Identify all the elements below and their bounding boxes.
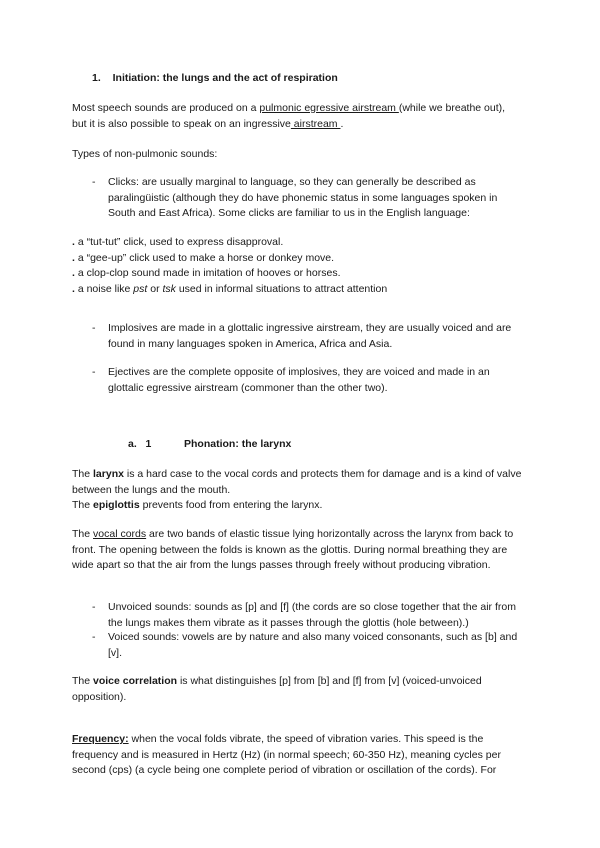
clicks-dash: - — [92, 176, 96, 188]
implosives-text: Implosives are made in a glottalic ingressive airstream, they are usually voiced and are found in many languages spoken in America, Africa and Asia. — [108, 322, 512, 350]
vocal-cords-paragraph: The vocal cords are two bands of elastic tissue lying horizontally across the larynx from back to front. The opening between the folds is known as the glottis. During normal breathing they are wide apart so that the air from the lungs passes through freely without producing vibration. — [72, 528, 514, 571]
types-label: Types of non-pulmonic sounds: — [72, 148, 218, 160]
intro-text-3: . — [340, 117, 344, 130]
section1-heading — [92, 71, 338, 87]
click-example: . a “gee-up” click used to make a horse or donkey move. — [72, 251, 335, 264]
click-example-list — [72, 235, 522, 297]
voiced-dash: - — [92, 631, 96, 643]
section2-heading — [128, 437, 291, 453]
ejectives-dash: - — [92, 366, 96, 378]
click-example: . a “tut-tut” click, used to express disapproval. — [72, 236, 284, 248]
click-example: . a noise like pst or tsk used in informal situations to attract attention — [72, 282, 388, 295]
intro-text-1: Most speech sounds are produced on a — [72, 102, 260, 114]
section2-title: Phonation: the larynx — [184, 438, 292, 450]
larynx-paragraph: The larynx is a hard case to the vocal cords and protects them for damage and is a kind of valve between the lungs and the mouth. — [72, 468, 522, 496]
voiced-text: Voiced sounds: vowels are by nature and also many voiced consonants, such as [b] and [v]. — [108, 631, 518, 659]
unvoiced-text: Unvoiced sounds: sounds as [p] and [f] (the cords are so close together that the air from the lungs makes them vibrate as it passes through the glottis (hole between).) — [108, 601, 516, 629]
intro-text-2: (while we breathe out), but it is also possible to speak on an ingressive — [72, 102, 506, 130]
frequency-paragraph: Frequency: when the vocal folds vibrate, the speed of vibration varies. This speed is the frequency and is measured in Hertz (Hz) (in normal speech; 60-350 Hz), meaning cycles per second (cps) (a cycle being one complete period of vibration or oscillation of the cords). For — [72, 733, 501, 776]
click-example: . a clop-clop sound made in imitation of hooves or horses. — [72, 267, 341, 279]
voice-correlation-paragraph: The voice correlation is what distinguishes [p] from [b] and [f] from [v] (voiced-unvoiced opposition). — [72, 675, 482, 703]
section1-number: 1. — [92, 72, 101, 84]
unvoiced-dash: - — [92, 601, 96, 613]
intro-link-airstream: airstream — [290, 117, 341, 130]
epiglottis-paragraph: The epiglottis prevents food from entering the larynx. — [72, 499, 323, 511]
section1-title: Initiation: the lungs and the act of respiration — [112, 72, 338, 84]
ejectives-text: Ejectives are the complete opposite of implosives, they are voiced and made in an glottalic egressive airstream (commoner than the other two). — [108, 366, 490, 394]
section2-number: a. 1 — [128, 438, 152, 450]
frequency-term: Frequency: — [72, 733, 129, 745]
intro-paragraph — [72, 101, 516, 132]
intro-link-pulmonic: pulmonic egressive airstream — [259, 102, 399, 114]
clicks-text: Clicks: are usually marginal to language, so they can generally be described as paralingüistic (although they do have phonemic status in some languages spoken in South and East Africa). Some clicks are familiar to us in the English language: — [108, 176, 498, 219]
implosives-dash: - — [92, 322, 96, 334]
